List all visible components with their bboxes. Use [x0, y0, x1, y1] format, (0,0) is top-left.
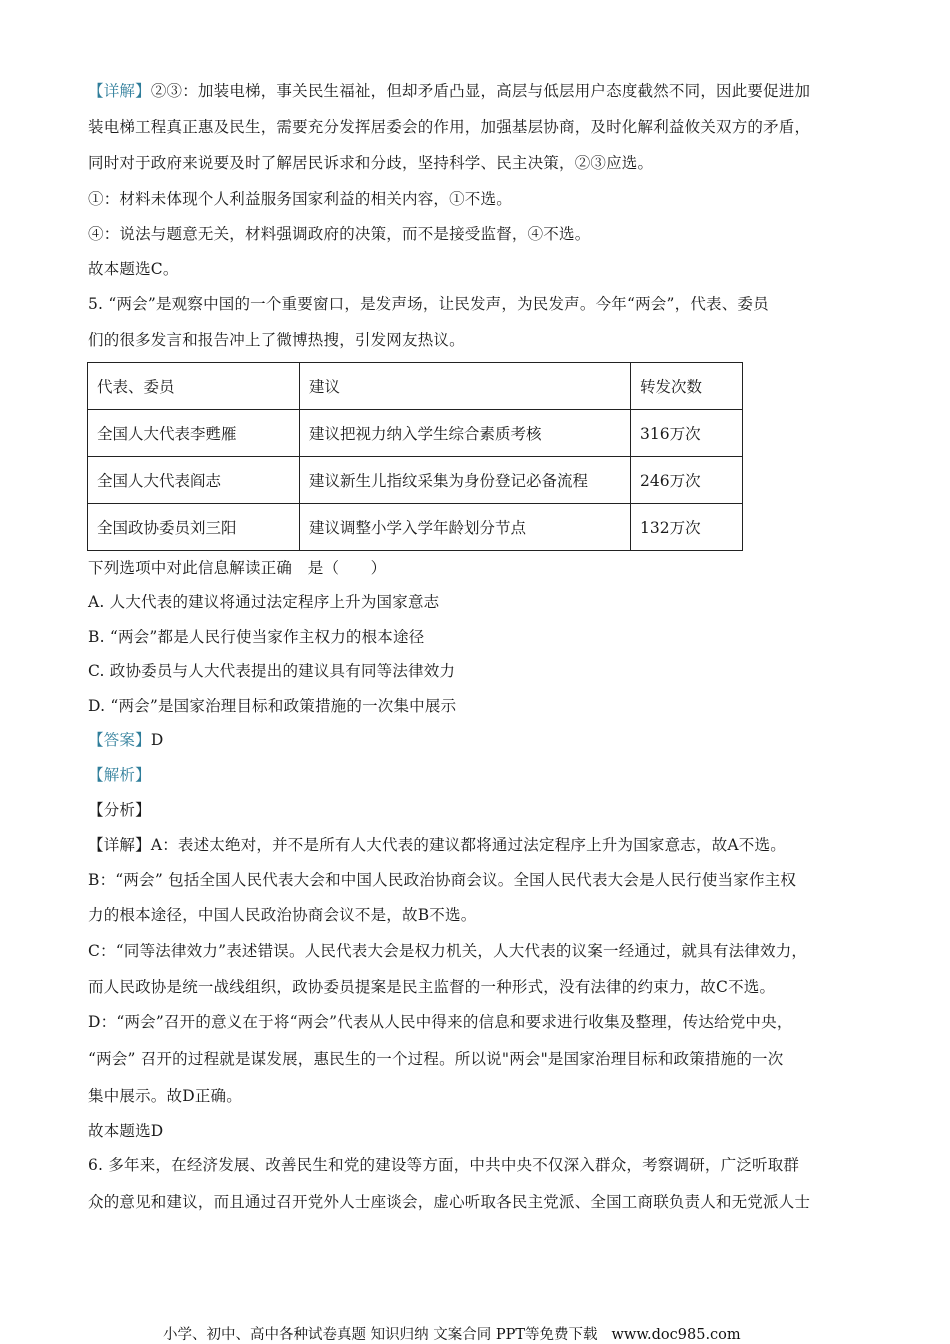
footer-text: 小学、初中、高中各种试卷真题 知识归纳 文案合同 PPT等免费下载	[163, 1327, 598, 1343]
q5-detail-line-2: B：“两会” 包括全国人民代表大会和中国人民政治协商会议。全国人民代表大会是人民行使当家作主权	[88, 871, 797, 889]
table-cell: 132万次	[631, 504, 743, 551]
table-cell: 全国人大代表李甦雁	[88, 410, 300, 457]
table-cell: 建议新生儿指纹采集为身份登记必备流程	[300, 457, 631, 504]
q5-detail-line-5: 而人民政协是统一战线组织，政协委员提案是民主监督的一种形式，没有法律的约束力，故C不选。	[88, 978, 776, 996]
table-row	[88, 457, 743, 504]
answer-label: 【答案】	[88, 731, 151, 749]
table-cell: 246万次	[631, 457, 743, 504]
q6-stem-line-1: 6. 多年来，在经济发展、改善民生和党的建设等方面，中共中央不仅深入群众，考察调研，广泛听取群	[88, 1156, 800, 1174]
answer-line	[88, 730, 868, 750]
table-row	[88, 504, 743, 551]
footer-site-link[interactable]: www.doc985.com	[611, 1327, 741, 1343]
intro-detail-line-3: 同时对于政府来说要及时了解居民诉求和分歧，坚持科学、民主决策，②③应选。	[88, 154, 654, 172]
q5-detail-line-7: “两会” 召开的过程就是谋发展，惠民生的一个过程。所以说"两会"是国家治理目标和政策措施的一次	[88, 1050, 784, 1068]
option-a: A. 人大代表的建议将通过法定程序上升为国家意志	[88, 593, 440, 611]
table-cell: 全国政协委员刘三阳	[88, 504, 300, 551]
fenxi-label: 【分析】	[88, 801, 151, 819]
q6-stem-line-2: 众的意见和建议，而且通过召开党外人士座谈会，虚心听取各民主党派、全国工商联负责人和无党派人士	[88, 1193, 811, 1211]
detail-label: 【详解】	[88, 82, 151, 100]
q5-conclusion: 故本题选D	[88, 1122, 164, 1140]
intro-detail-line-1: 【详解】②③：加装电梯，事关民生福祉，但却矛盾凸显，高层与低层用户态度截然不同，因此要促进加	[88, 82, 811, 100]
table-header-cell: 建议	[300, 363, 631, 410]
answer-value: D	[150, 731, 164, 749]
q5-stem-line-1: 5. “两会”是观察中国的一个重要窗口，是发声场，让民发声，为民发声。今年“两会”，代表、委员	[88, 295, 769, 313]
q5-detail-line-3: 力的根本途径，中国人民政治协商会议不是，故B不选。	[88, 906, 477, 924]
table-header-row	[88, 363, 743, 410]
q5-detail-line-1: 【详解】A：表述太绝对，并不是所有人大代表的建议都将通过法定程序上升为国家意志，故A不选。	[88, 836, 786, 854]
intro-note-1: ①：材料未体现个人利益服务国家利益的相关内容，①不选。	[88, 190, 512, 208]
table-cell: 全国人大代表阎志	[88, 457, 300, 504]
table-cell: 建议把视力纳入学生综合素质考核	[300, 410, 631, 457]
table-header-cell: 转发次数	[631, 363, 743, 410]
q5-detail-line-4: C：“同等法律效力”表述错误。人民代表大会是权力机关，人大代表的议案一经通过，就具有法律效力，	[88, 942, 808, 960]
intro-conclusion: 故本题选C。	[88, 260, 179, 278]
detail-label: 【详解】	[88, 836, 151, 854]
option-b: B. “两会”都是人民行使当家作主权力的根本途径	[88, 628, 425, 646]
intro-note-2: ④：说法与题意无关，材料强调政府的决策，而不是接受监督，④不选。	[88, 225, 591, 243]
analysis-label: 【解析】	[88, 766, 151, 784]
table-row	[88, 410, 743, 457]
intro-detail-line-2: 装电梯工程真正惠及民生，需要充分发挥居委会的作用，加强基层协商，及时化解利益攸关双方的矛盾，	[88, 118, 811, 136]
deputies-suggestions-table	[87, 362, 743, 551]
table-cell: 316万次	[631, 410, 743, 457]
q5-question: 下列选项中对此信息解读正确 是（ ）	[88, 559, 387, 577]
q5-detail-line-6: D：“两会”召开的意义在于将“两会”代表从人民中得来的信息和要求进行收集及整理，传达给党中央，	[88, 1013, 793, 1031]
option-c: C. 政协委员与人大代表提出的建议具有同等法律效力	[88, 662, 456, 680]
page-footer	[163, 1323, 741, 1344]
q5-detail-line-8: 集中展示。故D正确。	[88, 1087, 242, 1105]
option-d: D. “两会”是国家治理目标和政策措施的一次集中展示	[88, 697, 457, 715]
table-header-cell: 代表、委员	[88, 363, 300, 410]
q5-stem-line-2: 们的很多发言和报告冲上了微博热搜，引发网友热议。	[88, 331, 465, 349]
table-cell: 建议调整小学入学年龄划分节点	[300, 504, 631, 551]
